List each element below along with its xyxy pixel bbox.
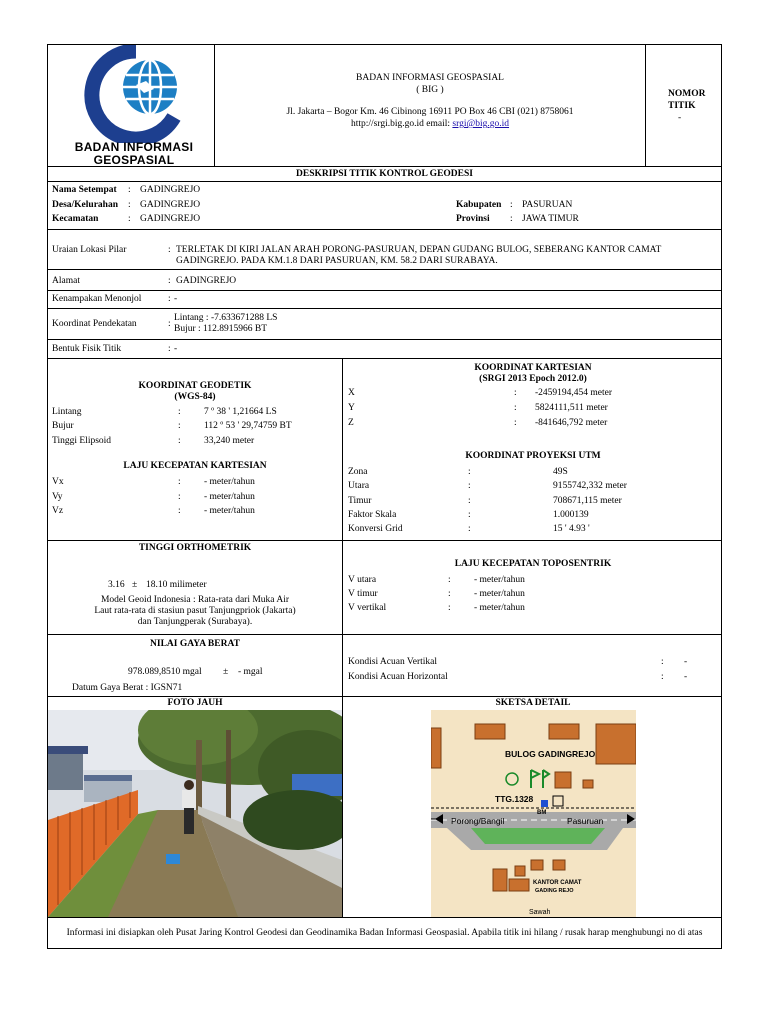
geodetik-title: KOORDINAT GEODETIK	[138, 381, 252, 391]
v-vertikal-label: V vertikal	[348, 603, 387, 613]
separator: :	[168, 294, 171, 304]
timur-value: 708671,115 meter	[553, 496, 622, 506]
titik-value: -	[678, 113, 682, 123]
field-photo-image	[48, 710, 342, 917]
v-utara-value: - meter/tahun	[474, 575, 525, 585]
v-vertikal-value: - meter/tahun	[474, 603, 525, 613]
field-photo	[48, 710, 342, 917]
footer-note: Informasi ini disiapkan oleh Pusat Jaring Kontrol Geodesi dan Geodinamika Badan Informasi Geospasial. Apabila titik ini hilang / rusak harap menghubungi no di atas	[66, 928, 703, 938]
separator: :	[128, 200, 131, 210]
bujur-value: 112 º 53 ' 29,74759 BT	[204, 421, 292, 431]
geoid-model-line3: dan Tanjungperak (Surabaya).	[137, 617, 253, 627]
separator: :	[128, 185, 131, 195]
orthometrik-title: TINGGI ORTHOMETRIK	[138, 543, 252, 553]
alamat-label: Alamat	[52, 276, 80, 286]
v-timur-value: - meter/tahun	[474, 589, 525, 599]
sketsa-detail-title: SKETSA DETAIL	[495, 698, 571, 708]
agency-web: http://srgi.big.go.id email:	[350, 119, 453, 129]
desa-label: Desa/Kelurahan	[52, 200, 118, 210]
tinggi-elipsoid-value: 33,240 meter	[204, 436, 255, 446]
y-label: Y	[348, 403, 355, 413]
kecamatan-value: GADINGREJO	[140, 214, 201, 224]
separator: :	[168, 344, 171, 354]
utara-value: 9155742,332 meter	[553, 481, 627, 491]
separator: :	[178, 421, 181, 431]
geodetik-heading	[48, 381, 342, 403]
uraian-line1: TERLETAK DI KIRI JALAN ARAH PORONG-PASURUAN, DEPAN GUDANG BULOG, SEBERANG KANTOR CAMAT	[176, 245, 662, 255]
separator: :	[448, 589, 451, 599]
kondisi-vertikal-value: -	[684, 657, 688, 667]
globe-logo-icon	[74, 45, 194, 143]
separator: :	[168, 245, 171, 255]
vy-label: Vy	[52, 492, 63, 502]
vx-label: Vx	[52, 477, 64, 487]
vx-value: - meter/tahun	[204, 477, 255, 487]
kecamatan-label: Kecamatan	[52, 214, 99, 224]
uraian-label: Uraian Lokasi Pilar	[52, 245, 127, 255]
sketch-bulog-label: BULOG GADINGREJO	[505, 749, 596, 759]
geoid-model-line1: Model Geoid Indonesia : Rata-rata dari Muka Air	[100, 595, 290, 605]
agency-abbr: ( BIG )	[416, 85, 444, 95]
separator: :	[178, 492, 181, 502]
pendekatan-bujur: Bujur : 112.8915966 BT	[174, 324, 268, 334]
zona-value: 49S	[553, 467, 568, 477]
gaya-berat-pm: ±	[223, 667, 229, 677]
location-sketch-drawing	[431, 710, 636, 917]
z-label: Z	[348, 418, 354, 428]
separator: :	[178, 506, 181, 516]
z-value: -841646,792 meter	[535, 418, 608, 428]
nama-setempat-value: GADINGREJO	[140, 185, 201, 195]
y-value: 5824111,511 meter	[535, 403, 608, 413]
titik-label: TITIK	[668, 101, 696, 111]
kartesian-title: KOORDINAT KARTESIAN	[474, 363, 592, 373]
kondisi-horizontal-label: Kondisi Acuan Horizontal	[348, 672, 448, 682]
lintang-label: Lintang	[52, 407, 82, 417]
agency-address: Jl. Jakarta – Bogor Km. 46 Cibinong 16911 PO Box 46 CBI (021) 8758061	[286, 107, 574, 117]
kabupaten-value: PASURUAN	[522, 200, 573, 210]
laju-kartesian-title: LAJU KECEPATAN KARTESIAN	[123, 461, 267, 471]
separator: :	[128, 214, 131, 224]
tinggi-elipsoid-label: Tinggi Elipsoid	[52, 436, 112, 446]
separator: :	[448, 575, 451, 585]
kondisi-vertikal-label: Kondisi Acuan Vertikal	[348, 657, 438, 667]
vz-value: - meter/tahun	[204, 506, 255, 516]
orthometrik-pm: ±	[132, 580, 138, 590]
kartesian-subtitle: (SRGI 2013 Epoch 2012.0)	[479, 374, 587, 384]
logo-text-line1: BADAN INFORMASI	[74, 140, 194, 154]
separator: :	[468, 510, 471, 520]
location-sketch	[431, 710, 636, 917]
agency-info	[215, 72, 645, 130]
v-utara-label: V utara	[348, 575, 377, 585]
kabupaten-label: Kabupaten	[456, 200, 502, 210]
geoid-model	[48, 595, 342, 628]
desa-value: GADINGREJO	[140, 200, 201, 210]
kartesian-heading	[343, 363, 723, 385]
separator: :	[514, 388, 517, 398]
konversi-grid-label: Konversi Grid	[348, 524, 403, 534]
sketch-sawah-label: Sawah	[529, 909, 551, 916]
logo-text-line2: GEOSPASIAL	[93, 153, 175, 167]
bujur-label: Bujur	[52, 421, 74, 431]
orthometrik-value: 3.16	[108, 580, 125, 590]
konversi-grid-value: 15 ' 4.93 '	[553, 524, 590, 534]
separator: :	[468, 524, 471, 534]
toposentrik-title: LAJU KECEPATAN TOPOSENTRIK	[454, 559, 612, 569]
separator: :	[514, 418, 517, 428]
separator: :	[178, 477, 181, 487]
big-logo	[74, 45, 194, 166]
utm-title: KOORDINAT PROYEKSI UTM	[465, 451, 601, 461]
zona-label: Zona	[348, 467, 368, 477]
nomor-titik-box	[668, 88, 705, 124]
gaya-berat-title: NILAI GAYA BERAT	[150, 639, 240, 649]
separator: :	[178, 436, 181, 446]
bentuk-value: -	[174, 344, 178, 354]
pendekatan-lintang: Lintang : -7.633671288 LS	[174, 313, 278, 323]
vz-label: Vz	[52, 506, 64, 516]
sketch-pasuruan-label: Pasuruan	[567, 816, 604, 826]
x-label: X	[348, 388, 355, 398]
separator: :	[510, 214, 513, 224]
separator: :	[661, 672, 664, 682]
separator: :	[514, 403, 517, 413]
foto-jauh-title: FOTO JAUH	[167, 698, 223, 708]
separator: :	[510, 200, 513, 210]
separator: :	[168, 319, 171, 329]
faktor-skala-value: 1.000139	[553, 510, 589, 520]
x-value: -2459194,454 meter	[535, 388, 613, 398]
separator: :	[448, 603, 451, 613]
bentuk-label: Bentuk Fisik Titik	[52, 344, 122, 354]
vy-value: - meter/tahun	[204, 492, 255, 502]
koordinat-pendekatan-label: Koordinat Pendekatan	[52, 319, 137, 329]
gaya-berat-error: - mgal	[238, 667, 263, 677]
provinsi-value: JAWA TIMUR	[522, 214, 579, 224]
nama-setempat-label: Nama Setempat	[52, 185, 117, 195]
kenampakan-value: -	[174, 294, 178, 304]
kondisi-horizontal-value: -	[684, 672, 688, 682]
sketch-ttg-label: TTG.1328	[495, 794, 534, 804]
page-title: DESKRIPSI TITIK KONTROL GEODESI	[296, 169, 473, 179]
kenampakan-label: Kenampakan Menonjol	[52, 294, 142, 304]
sketch-kantor-label2: GADING REJO	[535, 888, 574, 894]
nomor-label: NOMOR	[668, 89, 706, 99]
separator: :	[468, 467, 471, 477]
faktor-skala-label: Faktor Skala	[348, 510, 397, 520]
uraian-line2: GADINGREJO. PADA KM.1.8 DARI PASURUAN, KM. 58.2 DARI SURABAYA.	[176, 256, 498, 266]
sketch-kantor-label1: KANTOR CAMAT	[533, 880, 582, 886]
datum-gaya-berat: Datum Gaya Berat : IGSN71	[72, 683, 183, 693]
lintang-value: 7 º 38 ' 1,21664 LS	[204, 407, 277, 417]
agency-title: BADAN INFORMASI GEOSPASIAL	[356, 73, 504, 83]
geodetik-subtitle: (WGS-84)	[174, 392, 216, 402]
geoid-model-line2: Laut rata-rata di stasiun pasut Tanjungpriok (Jakarta)	[94, 606, 296, 616]
gaya-berat-value: 978.089,8510 mgal	[128, 667, 202, 677]
email-link[interactable]: srgi@big.go.id	[452, 119, 510, 129]
alamat-value: GADINGREJO	[176, 276, 237, 286]
timur-label: Timur	[348, 496, 372, 506]
separator: :	[468, 481, 471, 491]
geodetic-control-sheet	[47, 44, 722, 949]
v-timur-label: V timur	[348, 589, 378, 599]
orthometrik-error: 18.10 milimeter	[146, 580, 207, 590]
separator: :	[661, 657, 664, 667]
provinsi-label: Provinsi	[456, 214, 490, 224]
separator: :	[178, 407, 181, 417]
sketch-porong-label: Porong/Bangil	[451, 816, 505, 826]
utara-label: Utara	[348, 481, 370, 491]
separator: :	[168, 276, 171, 286]
sketch-bm-label: BM	[537, 810, 547, 816]
separator: :	[468, 496, 471, 506]
